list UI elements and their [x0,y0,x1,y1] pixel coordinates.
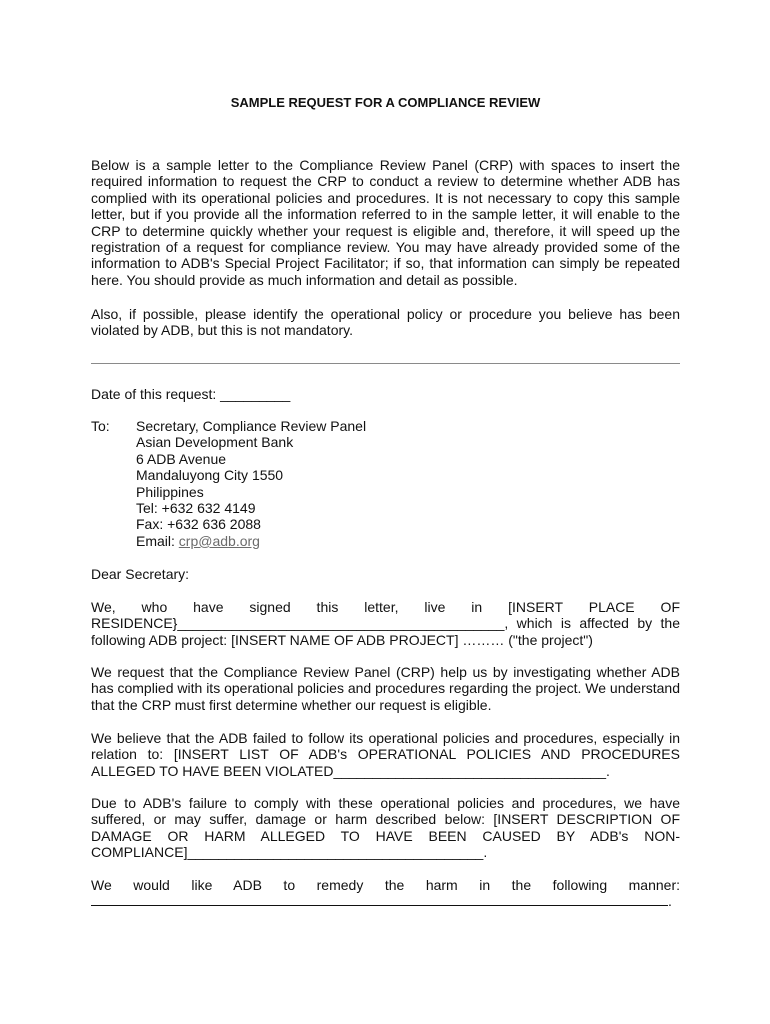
horizontal-divider [91,363,680,364]
address-line: Secretary, Compliance Review Panel [136,418,367,434]
damage-line: suffered, or may suffer, damage or harm described below: [INSERT DESCRIPTION OF [91,811,680,828]
damage-line: Due to ADB's failure to comply with these operational policies and procedures, we have [91,795,680,811]
email-line [136,533,366,549]
residence-paragraph [91,599,680,648]
remedy-underline [91,893,668,906]
email-label: Email: [136,532,179,549]
remedy-line: We would like ADB to remedy the harm in the following manner: [91,877,680,893]
believe-line: We believe that the ADB failed to follow its operational policies and procedures, especially in [91,730,680,746]
fax-line: Fax: +632 636 2088 [136,516,261,533]
damage-line: COMPLIANCE]______________________________________. [91,844,488,861]
damage-line: DAMAGE OR HARM ALLEGED TO HAVE BEEN CAUSED BY ADB's NON- [91,827,680,844]
believe-line: relation to: [INSERT LIST OF ADB's OPERATIONAL POLICIES AND PROCEDURES [91,746,680,763]
address-lines [136,418,366,549]
email-link[interactable]: crp@adb.org [178,532,260,549]
believe-line: ALLEGED TO HAVE BEEN VIOLATED___________________________________. [91,762,610,779]
page-title: SAMPLE REQUEST FOR A COMPLIANCE REVIEW [230,95,541,110]
address-line: Asian Development Bank [136,434,294,451]
to-label: To: [91,418,110,434]
remedy-blank [91,893,680,909]
residence-line: RESIDENCE}__________________________________________, which is affected by the [91,615,680,632]
residence-line: following ADB project: [INSERT NAME OF ADB PROJECT] ……… ("the project") [91,631,593,648]
request-paragraph: We request that the Compliance Review Panel (CRP) help us by investigating whether ADB has complied with its operational policies and procedures regarding the project. We understand that the CRP must first determine whether our request is eligible. [91,664,680,713]
address-line: 6 ADB Avenue [136,450,227,467]
damage-paragraph [91,795,680,861]
believe-paragraph [91,730,680,779]
residence-line: We, who have signed this letter, live in [INSERT PLACE OF [91,599,680,615]
address-line: Mandaluyong City 1550 [136,467,284,484]
intro-paragraph: Below is a sample letter to the Compliance Review Panel (CRP) with spaces to insert the required information to request the CRP to conduct a review to determine whether ADB has complied with its operational policies and procedures. It is not necessary to copy this sample letter, but if you provide all the information referred to in the sample letter, it will enable to the CRP to determine quickly whether your request is eligible and, therefore, it will speed up the registration of a request for compliance review. You may have already provided some of the information to ADB's Special Project Facilitator; if so, that information can simply be repeated here. You should provide as much information and detail as possible. [91,157,680,288]
tel-line: Tel: +632 632 4149 [136,500,256,517]
salutation: Dear Secretary: [91,566,190,582]
address-line: Philippines [136,483,204,500]
remedy-period: . [668,893,672,910]
remedy-paragraph [91,877,680,909]
date-line: Date of this request: _________ [91,386,291,402]
also-paragraph: Also, if possible, please identify the operational policy or procedure you believe has been violated by ADB, but this is not mandatory. [91,306,680,339]
